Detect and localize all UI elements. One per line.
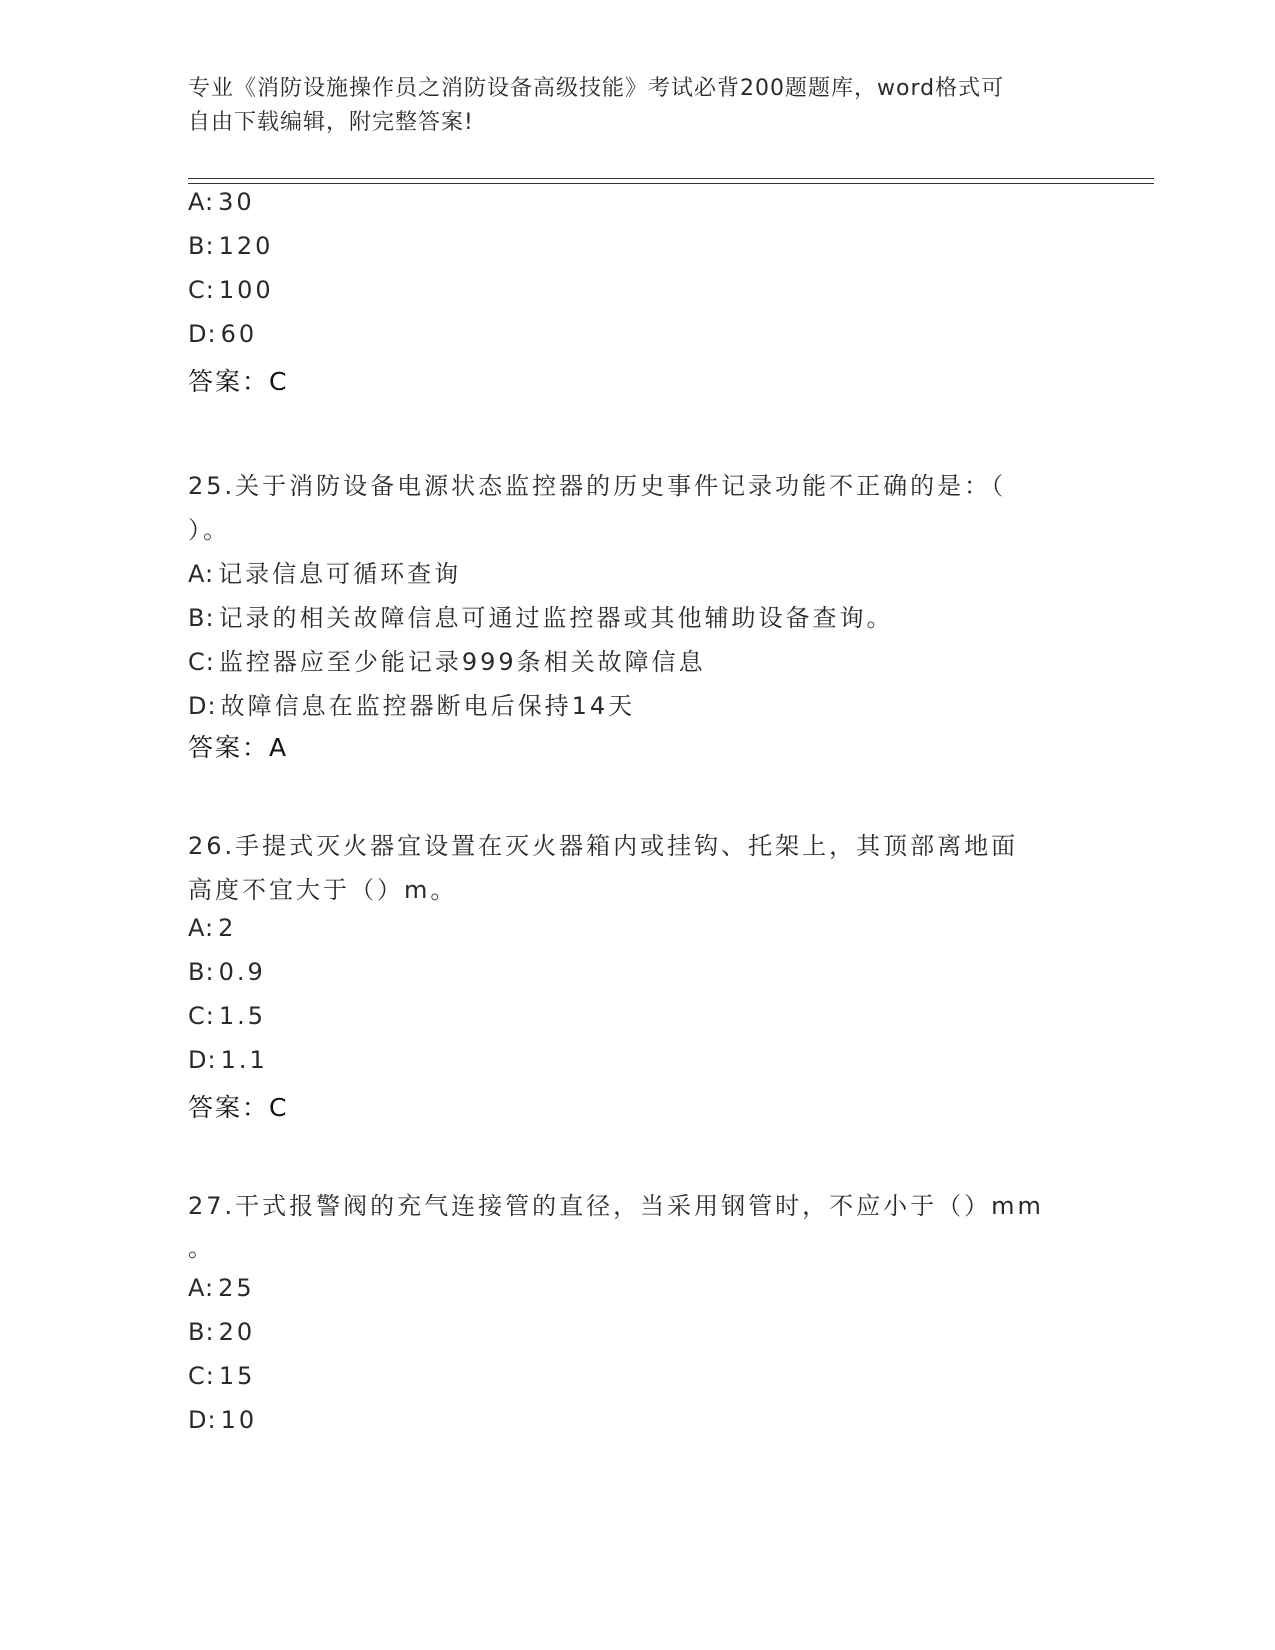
option-text: 监控器应至少能记录999条相关故障信息 [218,648,706,676]
q24-option-c [188,276,274,304]
header-title-line-1: 专业《消防设施操作员之消防设备高级技能》考试必背200题题库，word格式可 [188,76,1005,101]
option-text: 120 [218,232,274,260]
option-letter: D: [188,1406,217,1434]
q25-option-a [188,554,461,589]
option-letter: B: [188,232,215,260]
q25-option-d [188,686,635,721]
q27-stem-line-2: 。 [188,1234,215,1262]
q25-stem-line-2: ）。 [188,516,230,544]
option-letter: A: [188,1274,215,1302]
q25-option-b [188,598,894,633]
answer-label: 答案： [188,1093,270,1122]
option-text: 25 [218,1274,255,1302]
option-text: 2 [218,914,237,942]
q26-option-b [188,958,266,986]
option-letter: B: [188,1318,215,1346]
option-letter: C: [188,276,215,304]
q24-option-a [188,188,255,216]
answer-value: A [269,733,289,762]
option-text: 记录的相关故障信息可通过监控器或其他辅助设备查询。 [218,604,894,632]
q24-option-b [188,232,273,260]
answer-label: 答案： [188,733,270,762]
option-text: 1.5 [218,1002,267,1030]
q25-answer [188,728,288,764]
q26-answer [188,1088,288,1124]
q26-option-a [188,914,236,942]
q25-option-c [188,642,706,677]
option-text: 0.9 [218,958,266,986]
option-text: 100 [218,276,274,304]
option-letter: A: [188,188,215,216]
q27-option-c [188,1362,255,1390]
answer-value: C [269,367,289,396]
document-header [188,72,1068,140]
q26-stem-line-1: 26.手提式灭火器宜设置在灭火器箱内或挂钩、托架上，其顶部离地面 [188,832,1019,860]
header-title-line-2: 自由下载编辑，附完整答案! [188,110,474,135]
q27-option-d [188,1406,257,1434]
option-text: 15 [218,1362,256,1390]
option-letter: B: [188,604,215,632]
q25-stem-line-1: 25.关于消防设备电源状态监控器的历史事件记录功能不正确的是：（ [188,472,1007,500]
q24-option-d [188,320,257,348]
option-letter: C: [188,1002,215,1030]
q26-stem-line-2: 高度不宜大于（）m。 [188,876,458,904]
option-letter: D: [188,320,217,348]
option-letter: D: [188,692,217,720]
option-letter: C: [188,1362,215,1390]
option-letter: C: [188,648,215,676]
q26-option-c [188,1002,266,1030]
q27-stem-line-1: 27.干式报警阀的充气连接管的直径，当采用钢管时，不应小于（）mm [188,1192,1044,1220]
q27-option-b [188,1318,255,1346]
option-text: 故障信息在监控器断电后保持14天 [220,692,636,720]
option-text: 20 [218,1318,256,1346]
option-letter: B: [188,958,215,986]
option-letter: A: [188,560,215,588]
option-letter: A: [188,914,215,942]
option-text: 60 [220,320,258,348]
option-letter: D: [188,1046,217,1074]
q26-option-d [188,1046,268,1074]
q24-answer [188,362,288,398]
option-text: 1.1 [220,1046,268,1074]
header-divider-bottom [188,183,1154,184]
answer-label: 答案： [188,367,270,396]
option-text: 30 [218,188,255,216]
q27-option-a [188,1274,255,1302]
option-text: 记录信息可循环查询 [218,560,462,588]
answer-value: C [269,1093,289,1122]
header-divider-top [188,178,1154,179]
option-text: 10 [220,1406,258,1434]
